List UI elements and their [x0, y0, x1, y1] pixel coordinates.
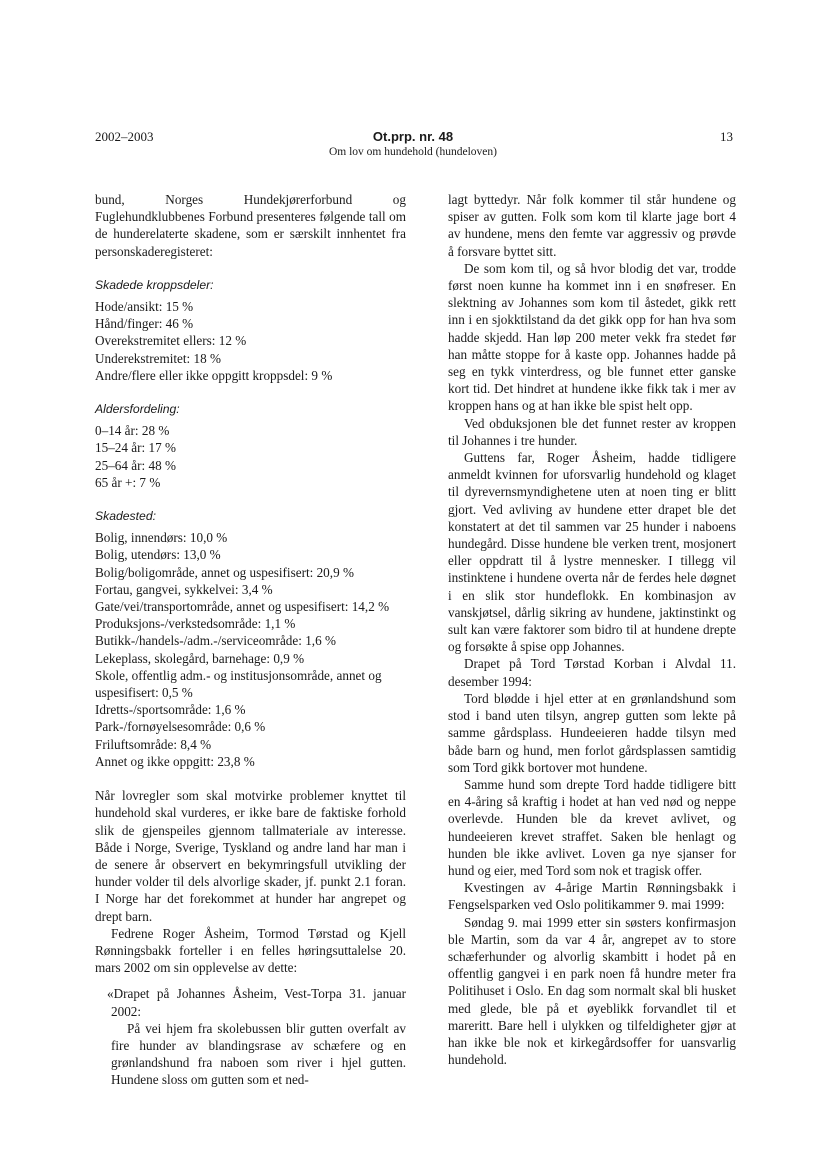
paragraph: lagt byttedyr. Når folk kommer til står hundene og spiser av gutten. Folk som kom til klarte jage bort 4 av hundene, mens den femte var aggressiv og prøvde å forsvare byttet sitt.	[448, 192, 736, 259]
document-subtitle: Om lov om hundehold (hundeloven)	[328, 146, 497, 158]
paragraph: Ved obduksjonen ble det funnet rester av kroppen til Johannes i tre hunder.	[448, 415, 736, 448]
left-column	[95, 191, 406, 1089]
section-heading: Drapet på Tord Tørstad Korban i Alvdal 11. desember 1994:	[448, 656, 736, 689]
list-item: Bolig, innendørs: 10,0 %	[95, 530, 228, 546]
document-title: Ot.prp. nr. 48	[372, 129, 454, 144]
body-parts-list	[95, 298, 406, 384]
paragraph: Samme hund som drepte Tord hadde tidligere bitt en 4-åring så kraftig i hodet at han ved nød og neppe overlevde. Hunden ble da krevet avlivet, og hundeeieren krevet straffet. Saken ble henlagt og hunden ble ikke avlivet. Loven ga nye sjanser for hund og eier, med Tord som nok et tragisk offer.	[448, 776, 736, 878]
body-parts-heading: Skadede kroppsdeler:	[95, 277, 214, 292]
list-item: Gate/vei/transportområde, annet og uspesifisert: 14,2 %	[95, 599, 390, 615]
list-item: Butikk-/handels-/adm.-/serviceområde: 1,6 %	[95, 633, 336, 649]
list-item: Underekstremitet: 18 %	[95, 350, 221, 366]
list-item: Hode/ansikt: 15 %	[95, 299, 194, 315]
list-item: Idretts-/sportsområde: 1,6 %	[95, 702, 246, 718]
list-item: 65 år +: 7 %	[95, 474, 161, 490]
list-item: 15–24 år: 17 %	[95, 440, 176, 456]
list-item: Bolig, utendørs: 13,0 %	[95, 547, 221, 563]
paragraph: Tord blødde i hjel etter at en grønlandshund som stod i band uten tilsyn, angrep gutten som lekte på samme gårdsplass. Hundeeieren hadde tilsyn med både barn og hund, men forlot gårdsplassen samtidig som Tord gikk bortover mot hundene.	[448, 690, 736, 775]
list-item: Skole, offentlig adm.- og institusjonsområde, annet og uspesifisert: 0,5 %	[95, 667, 382, 701]
right-column	[448, 191, 736, 1068]
paragraph: Guttens far, Roger Åsheim, hadde tidligere anmeldt kvinnen for uforsvarlig hundehold og klaget til dyrevernsmyndighetene uten at noen ting er blitt gjort. Ved avliving av hundene etter drapet ble det konstatert at det til sammen var 25 hunder i naboens hundegård. Disse hundene ble verken trent, mosjonert eller oppdratt til å lystre mennesker. I tillegg vil instinktene i hundene overta når de ferdes hele døgnet i en slik stor hundeflokk. En kombinasjon av vanskjøtsel, dårlig sikring av hundene, jaktinstinkt og sult kan være faktorer som bidro til at hundene drepte og forsøkte å spise opp Johannes.	[448, 450, 736, 655]
age-list	[95, 422, 406, 491]
location-list	[95, 529, 406, 770]
list-item: Friluftsområde: 8,4 %	[95, 736, 212, 752]
list-item: Hånd/finger: 46 %	[95, 316, 194, 332]
intro-paragraph: bund, Norges Hundekjørerforbund og Fuglehundklubbenes Forbund presenteres følgende tall om de hunderelaterte skadene, som er særskilt innhentet fra personskaderegisteret:	[95, 192, 406, 259]
list-item: 25–64 år: 48 %	[95, 457, 176, 473]
list-item: Park-/fornøyelsesområde: 0,6 %	[95, 719, 266, 735]
paragraph: Fedrene Roger Åsheim, Tormod Tørstad og Kjell Rønningsbakk forteller i en felles høringsuttalelse 20. mars 2002 om sin opplevelse av dette:	[95, 925, 406, 976]
paragraph: Når lovregler som skal motvirke problemer knyttet til hundehold skal vurderes, er ikke bare de faktiske forhold slik de gjenspeiles gjennom tallmateriale av interesse. Både i Norge, Sverige, Tyskland og andre land har man i de senere år observert en bekymringsfull utvikling der hunder volder til dels alvorlige skader, jf. punkt 2.1 foran. I Norge har det forekommet at hunder har angrepet og drept barn.	[95, 788, 406, 924]
list-item: Fortau, gangvei, sykkelvei: 3,4 %	[95, 581, 273, 597]
header-year: 2002–2003	[95, 129, 154, 144]
list-item: Overekstremitet ellers: 12 %	[95, 333, 247, 349]
list-item: Annet og ikke oppgitt: 23,8 %	[95, 753, 255, 769]
list-item: Andre/flere eller ikke oppgitt kroppsdel: 9 %	[95, 367, 333, 383]
section-heading: Kvestingen av 4-årige Martin Rønningsbakk i Fengselsparken ved Oslo politikammer 9. mai 1999:	[448, 880, 736, 913]
page-number: 13	[720, 129, 733, 144]
paragraph: De som kom til, og så hvor blodig det var, trodde først noen kunne ha kommet inn i en snøfreser. En slektning av Johannes som kom til åstedet, gikk rett inn i en sjokktilstand da det gikk opp for han hva som hadde skjedd. Han løp 200 meter vekk fra stedet før han måtte stoppe for å kaste opp. Johannes hadde på seg en tykk vinterdress, og ble funnet etter ganske kort tid. Det hindret at hundene ikke fikk tak i mer av kroppen hans og at han ikke ble spist helt opp.	[448, 260, 736, 414]
quote-paragraph: På vei hjem fra skolebussen blir gutten overfalt av fire hunder av blandingsrase av schæfere og en grønlandshund fra naboen som river i hjel gutten. Hundene sloss om gutten som et ned-	[111, 1020, 406, 1088]
list-item: Bolig/boligområde, annet og uspesifisert: 20,9 %	[95, 564, 354, 580]
location-heading: Skadested:	[95, 509, 156, 524]
list-item: 0–14 år: 28 %	[95, 423, 170, 439]
list-item: Produksjons-/verkstedsområde: 1,1 %	[95, 616, 296, 632]
age-heading: Aldersfordeling:	[95, 402, 180, 417]
quote-title: «Drapet på Johannes Åsheim, Vest-Torpa 31. januar 2002:	[107, 986, 406, 1019]
quote-block	[107, 985, 406, 1088]
list-item: Lekeplass, skolegård, barnehage: 0,9 %	[95, 650, 305, 666]
paragraph: Søndag 9. mai 1999 etter sin søsters konfirmasjon ble Martin, som da var 4 år, angrepet av to store schæferhunder og alvorlig skambitt i hodet på en offentlig gangvei i en park noen få hundre meter fra Politihuset i Oslo. En dag som normalt skal bli husket med glede, ble på et øyeblikk forvandlet til et mareritt. Bare hell i ulykken og tilfeldigheter gjør at han ikke ble nok et kirkegårdsoffer for uansvarlig hundehold.	[448, 914, 736, 1068]
